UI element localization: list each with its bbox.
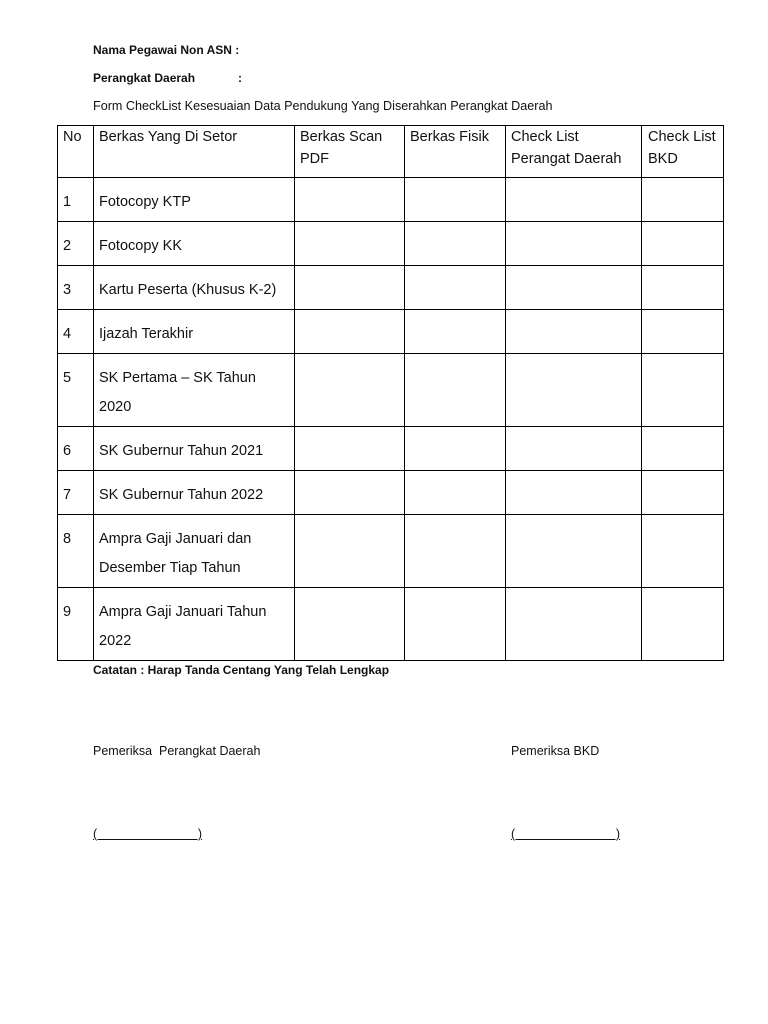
- cell-berkas-yang-di-setor: SK Gubernur Tahun 2021: [94, 427, 295, 471]
- cell-check-list-perangkat-daerah: [506, 515, 642, 588]
- table-row: [58, 310, 724, 354]
- column-header-berkas-yang-di-setor: Berkas Yang Di Setor: [94, 126, 295, 178]
- cell-berkas-fisik: [405, 222, 506, 266]
- cell-check-list-bkd: [642, 310, 724, 354]
- column-header-check-list-bkd: Check List BKD: [642, 126, 724, 178]
- cell-check-list-bkd: [642, 354, 724, 427]
- checklist-table: [57, 125, 724, 661]
- cell-berkas-scan-pdf: [295, 588, 405, 661]
- table-row: [58, 178, 724, 222]
- cell-check-list-bkd: [642, 222, 724, 266]
- table-row: [58, 427, 724, 471]
- examiner-regional-unit-label: Pemeriksa Perangkat Daerah: [93, 744, 261, 758]
- cell-check-list-bkd: [642, 266, 724, 310]
- table-row: [58, 354, 724, 427]
- cell-check-list-perangkat-daerah: [506, 588, 642, 661]
- table-row: [58, 266, 724, 310]
- cell-check-list-bkd: [642, 427, 724, 471]
- cell-berkas-scan-pdf: [295, 178, 405, 222]
- examiner-bkd-label: Pemeriksa BKD: [511, 744, 600, 758]
- cell-no: 2: [58, 222, 94, 266]
- column-header-berkas-scan-pdf: Berkas Scan PDF: [295, 126, 405, 178]
- cell-no: 7: [58, 471, 94, 515]
- cell-no: 8: [58, 515, 94, 588]
- cell-berkas-scan-pdf: [295, 471, 405, 515]
- cell-berkas-scan-pdf: [295, 354, 405, 427]
- cell-check-list-perangkat-daerah: [506, 427, 642, 471]
- cell-no: 6: [58, 427, 94, 471]
- cell-berkas-yang-di-setor: Ijazah Terakhir: [94, 310, 295, 354]
- cell-berkas-fisik: [405, 427, 506, 471]
- table-row: [58, 515, 724, 588]
- cell-check-list-perangkat-daerah: [506, 222, 642, 266]
- column-header-berkas-fisik: Berkas Fisik: [405, 126, 506, 178]
- cell-berkas-fisik: [405, 354, 506, 427]
- cell-berkas-yang-di-setor: Ampra Gaji Januari Tahun 2022: [94, 588, 295, 661]
- employee-name-label: Nama Pegawai Non ASN :: [93, 43, 240, 57]
- cell-no: 4: [58, 310, 94, 354]
- note-text: Catatan : Harap Tanda Centang Yang Telah Lengkap: [93, 663, 390, 677]
- cell-no: 9: [58, 588, 94, 661]
- cell-check-list-perangkat-daerah: [506, 178, 642, 222]
- cell-berkas-yang-di-setor: Ampra Gaji Januari dan Desember Tiap Tahun: [94, 515, 295, 588]
- cell-berkas-fisik: [405, 266, 506, 310]
- cell-check-list-perangkat-daerah: [506, 266, 642, 310]
- cell-check-list-perangkat-daerah: [506, 354, 642, 427]
- cell-check-list-bkd: [642, 178, 724, 222]
- cell-berkas-yang-di-setor: Fotocopy KK: [94, 222, 295, 266]
- cell-berkas-fisik: [405, 471, 506, 515]
- table-body: [58, 178, 724, 661]
- cell-no: 1: [58, 178, 94, 222]
- cell-berkas-scan-pdf: [295, 222, 405, 266]
- regional-unit-label: Perangkat Daerah: [93, 71, 196, 85]
- cell-berkas-scan-pdf: [295, 310, 405, 354]
- cell-berkas-scan-pdf: [295, 266, 405, 310]
- cell-no: 3: [58, 266, 94, 310]
- cell-berkas-fisik: [405, 178, 506, 222]
- cell-berkas-fisik: [405, 515, 506, 588]
- cell-berkas-scan-pdf: [295, 427, 405, 471]
- cell-berkas-yang-di-setor: Kartu Peserta (Khusus K-2): [94, 266, 295, 310]
- cell-check-list-perangkat-daerah: [506, 471, 642, 515]
- cell-berkas-yang-di-setor: SK Gubernur Tahun 2022: [94, 471, 295, 515]
- form-title: Form CheckList Kesesuaian Data Pendukung Yang Diserahkan Perangkat Daerah: [93, 99, 553, 113]
- cell-berkas-fisik: [405, 588, 506, 661]
- cell-check-list-bkd: [642, 471, 724, 515]
- regional-unit-separator: :: [238, 71, 242, 85]
- cell-no: 5: [58, 354, 94, 427]
- table-header-row: [58, 126, 724, 178]
- signature-line-left: ( ): [93, 827, 203, 841]
- cell-berkas-fisik: [405, 310, 506, 354]
- cell-berkas-scan-pdf: [295, 515, 405, 588]
- table-row: [58, 471, 724, 515]
- column-header-check-list-perangkat-daerah: Check List Perangat Daerah: [506, 126, 642, 178]
- cell-check-list-bkd: [642, 515, 724, 588]
- table-row: [58, 222, 724, 266]
- cell-check-list-perangkat-daerah: [506, 310, 642, 354]
- cell-check-list-bkd: [642, 588, 724, 661]
- column-header-no: No: [58, 126, 94, 178]
- signature-line-right: ( ): [511, 827, 621, 841]
- table-row: [58, 588, 724, 661]
- cell-berkas-yang-di-setor: Fotocopy KTP: [94, 178, 295, 222]
- cell-berkas-yang-di-setor: SK Pertama – SK Tahun 2020: [94, 354, 295, 427]
